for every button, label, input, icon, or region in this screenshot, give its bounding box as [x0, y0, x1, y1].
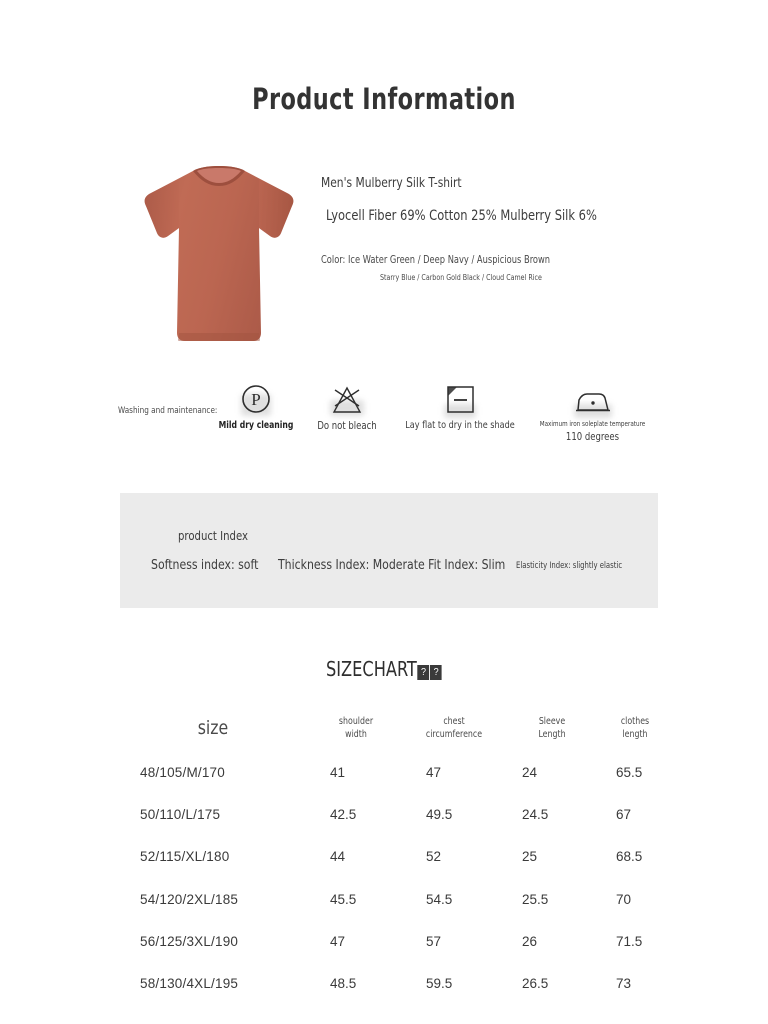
column-header-sleeve-length — [508, 715, 596, 741]
cell-sleeve-length: 24 — [522, 764, 538, 780]
cell-size: 48/105/M/170 — [140, 764, 225, 780]
cell-chest-circumference: 49.5 — [426, 806, 453, 822]
cell-size: 50/110/L/175 — [140, 806, 221, 822]
column-header-clothes-length-line-2: length — [622, 729, 648, 740]
product-colors-line-1: Color: Ice Water Green / Deep Navy / Auspicious Brown — [321, 254, 551, 266]
cell-chest-circumference: 54.5 — [426, 891, 453, 907]
iron-one-dot-icon — [530, 382, 655, 416]
column-header-chest-circumference-line-2: circumference — [425, 729, 483, 740]
care-caption-iron: Maximum iron soleplate temperature — [539, 420, 646, 428]
dry-flat-in-shade-icon — [396, 382, 524, 416]
cell-shoulder-width: 44 — [330, 849, 346, 865]
care-caption-dry-clean: Mild dry cleaning — [218, 420, 294, 431]
size-chart-table — [140, 705, 670, 1005]
product-index-panel — [120, 493, 658, 608]
cell-clothes-length: 68.5 — [616, 849, 643, 865]
table-row — [140, 836, 670, 878]
cell-sleeve-length: 26.5 — [522, 976, 549, 992]
cell-shoulder-width: 42.5 — [330, 806, 357, 822]
page-title: Product Information — [252, 82, 516, 116]
cell-size: 56/125/3XL/190 — [140, 933, 239, 949]
do-not-bleach-icon — [292, 382, 402, 416]
cell-shoulder-width: 41 — [330, 764, 346, 780]
table-row — [140, 920, 670, 962]
product-index-softness: Softness index: soft — [151, 557, 259, 573]
cell-clothes-length: 71.5 — [616, 933, 643, 949]
cell-size: 52/115/XL/180 — [140, 849, 230, 865]
care-item-dry-flat — [396, 382, 524, 431]
product-fabric-composition: Lyocell Fiber 69% Cotton 25% Mulberry Silk 6% — [326, 208, 597, 224]
missing-glyph-box-1: ? — [418, 665, 430, 680]
column-header-size: size — [197, 717, 229, 739]
table-row — [140, 878, 670, 920]
column-header-chest-circumference — [408, 715, 500, 741]
size-chart-heading-text: SIZECHART — [326, 657, 417, 681]
cell-chest-circumference: 52 — [426, 849, 442, 865]
table-row — [140, 751, 670, 793]
cell-shoulder-width: 45.5 — [330, 891, 357, 907]
product-name: Men's Mulberry Silk T-shirt — [321, 175, 462, 191]
size-chart-heading — [38, 657, 729, 681]
product-image — [131, 157, 307, 353]
cell-clothes-length: 67 — [616, 806, 632, 822]
table-row — [140, 793, 670, 835]
svg-text:P: P — [251, 390, 261, 409]
care-caption-do-not-bleach: Do not bleach — [317, 420, 377, 432]
column-header-chest-circumference-line-1: chest — [443, 716, 465, 727]
column-header-clothes-length — [603, 715, 667, 741]
cell-chest-circumference: 47 — [426, 764, 442, 780]
care-item-do-not-bleach — [292, 382, 402, 432]
tshirt-illustration — [131, 157, 307, 353]
cell-clothes-length: 65.5 — [616, 764, 643, 780]
cell-clothes-length: 73 — [616, 976, 632, 992]
cell-chest-circumference: 57 — [426, 933, 442, 949]
care-item-iron — [530, 382, 655, 443]
column-header-clothes-length-line-1: clothes — [620, 716, 650, 727]
care-caption-dry-flat: Lay flat to dry in the shade — [405, 420, 515, 431]
cell-shoulder-width: 47 — [330, 933, 346, 949]
table-row — [140, 962, 670, 1004]
cell-chest-circumference: 59.5 — [426, 976, 453, 992]
cell-sleeve-length: 26 — [522, 933, 538, 949]
product-colors-line-2: Starry Blue / Carbon Gold Black / Cloud Camel Rice — [380, 273, 542, 282]
table-header-row — [140, 705, 670, 751]
cell-sleeve-length: 25 — [522, 849, 538, 865]
column-header-sleeve-length-line-1: Sleeve — [538, 716, 566, 727]
column-header-shoulder-width-line-1: shoulder — [338, 716, 374, 727]
column-header-shoulder-width-line-2: width — [345, 729, 367, 740]
column-header-sleeve-length-line-2: Length — [538, 729, 566, 740]
column-header-shoulder-width — [312, 715, 400, 741]
cell-sleeve-length: 25.5 — [522, 891, 549, 907]
product-index-elasticity: Elasticity Index: slightly elastic — [516, 561, 623, 571]
product-index-heading: product Index — [178, 528, 248, 543]
cell-sleeve-length: 24.5 — [522, 806, 549, 822]
cell-shoulder-width: 48.5 — [330, 976, 357, 992]
care-caption-iron-temperature: 110 degrees — [565, 431, 620, 443]
missing-glyph-box-2: ? — [430, 665, 442, 680]
cell-size: 58/130/4XL/195 — [140, 976, 239, 992]
cell-clothes-length: 70 — [616, 891, 632, 907]
washing-maintenance-label: Washing and maintenance: — [118, 406, 218, 416]
cell-size: 54/120/2XL/185 — [140, 891, 239, 907]
product-index-thickness-fit: Thickness Index: Moderate Fit Index: Slim — [278, 557, 506, 573]
